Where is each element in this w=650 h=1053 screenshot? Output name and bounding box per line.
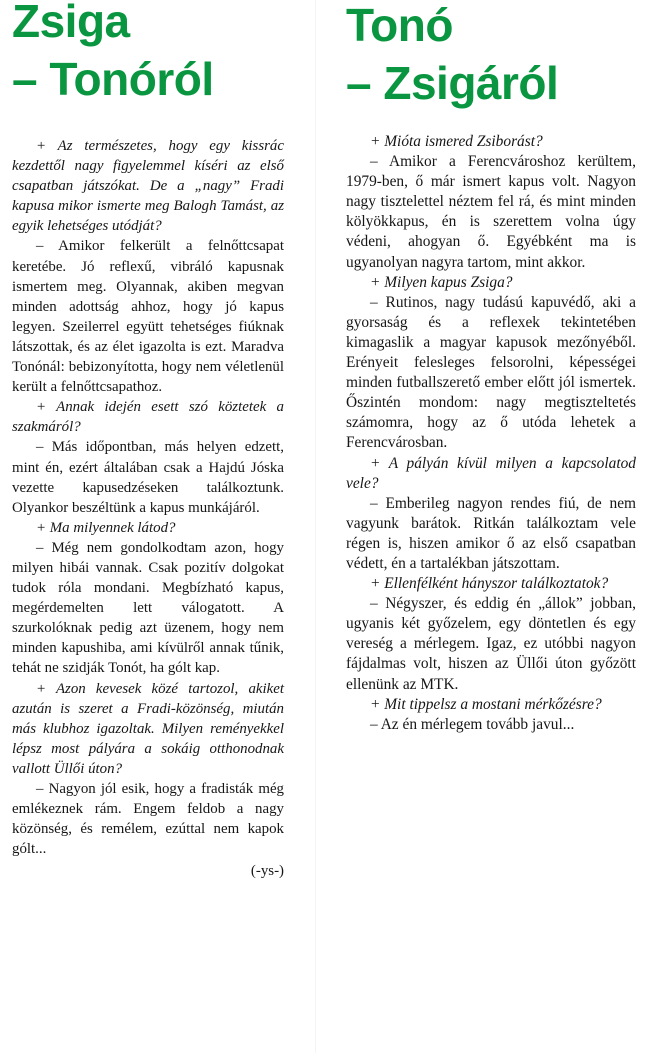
interview-answer: – Amikor felkerült a felnőttcsapat keretébe. Jó reflexű, vibráló kapusnak ismertem meg. Olyannak, akiben megvan minden adottság ahhoz, hogy jó kapus legyen. Szeilerrel együtt tehetséges fiúknak látszottak, és az élet igazolta is ezt. Maradva Tonónál: bebizonyította, hogy nem véletlenül került a felnőttcsapathoz. <box>12 238 284 396</box>
interview-question: + Mit tippelsz a mostani mérkőzésre? <box>370 695 602 713</box>
interview-question: + Mióta ismered Zsiborást? <box>370 133 543 150</box>
left-article-title <box>12 0 284 108</box>
right-article-title <box>346 0 636 112</box>
interview-answer: – Még nem gondolkodtam azon, hogy milyen hibái vannak. Csak pozitív dolgokat tudok róla mondani. Megbízható kapus, megérdemelten lett válogatott. A szurkolóknak pedig azt üzenem, hogy nem minden kapushiba, ami kívülről annak tűnik, tehát ne szidják Tonót, ha gólt kap. <box>12 539 284 677</box>
author-signature: (-ys-) <box>250 863 284 880</box>
right-article <box>346 0 636 735</box>
right-title-line1: Tonó <box>346 0 453 51</box>
left-article <box>12 0 284 881</box>
interview-question: + Milyen kapus Zsiga? <box>370 273 513 291</box>
interview-question: + Ellenfélként hányszor találkoztatok? <box>370 575 609 593</box>
interview-answer: – Négyszer, és eddig én „állok” jobban, ugyanis két győzelem, egy döntetlen és egy vereség a mérlegem. Igaz, ez utóbbi nagyon fájdalmas volt, hiszen az Üllői úton győzött ellenünk az MTK. <box>346 595 636 693</box>
interview-question: + A pályán kívül milyen a kapcsolatod vele? <box>346 454 636 492</box>
left-title-line1: Zsiga <box>12 0 130 47</box>
interview-question: + Azon kevesek közé tartozol, akiket azután is szeret a Fradi-közönség, miután más klubhoz igazoltak. Milyen reményekkel lépsz most pályára a sokáig otthonodnak vallott Üllői úton? <box>12 680 284 777</box>
interview-answer: – Rutinos, nagy tudású kapuvédő, aki a gyorsaság és a reflexek tekintetében kimagaslik a magyar kapusok mezőnyéből. Erényeit felesleges felsorolni, képességei minden futballszerető ember előtt jól ismertek. Őszintén mondom: nagy megtiszteltetés számomra, hogy az ő utóda lehetek a Ferencvárosban. <box>346 293 636 452</box>
left-article-body <box>12 136 284 881</box>
interview-answer: – Az én mérlegem tovább javul... <box>370 715 575 733</box>
interview-question: + Annak idején esett szó köztetek a szakmáról? <box>12 399 284 436</box>
interview-question: + Ma milyennek látod? <box>36 519 176 536</box>
right-title-line2: – Zsigáról <box>346 57 559 109</box>
interview-answer: – Amikor a Ferencvároshoz kerültem, 1979-ben, ő már ismert kapus volt. Nagyon nagy tisztelettel néztem fel rá, és mint minden kölyökkapus, én is szerettem volna úgy védeni, ahogyan ő. Egyébként ma is ugyanolyan nagyra tartom, mint akkor. <box>346 153 636 271</box>
interview-answer: – Emberileg nagyon rendes fiú, de nem vagyunk barátok. Ritkán találkoztam vele régen is, hiszen amikor ő az első csapatban védett, én a tartalékban játszottam. <box>346 494 636 572</box>
interview-question: + Az természetes, hogy egy kissrác kezdettől nagy figyelemmel kíséri az első csapatban játszókat. De a „nagy” Fradi kapusa mikor ismerte meg Balogh Tamást, az egyik lehetséges utódját? <box>12 138 284 235</box>
interview-answer: – Nagyon jól esik, hogy a fradisták még emlékeznek rám. Engem feldob a nagy közönség, és remélem, ezúttal nem kapok gólt... <box>12 781 284 858</box>
right-article-body <box>346 132 636 735</box>
column-divider <box>315 0 316 1053</box>
left-title-line2: – Tonóról <box>12 53 214 105</box>
interview-answer: – Más időpontban, más helyen edzett, mint én, ezért általában csak a Hajdú Jóska vezette kapusedzéseken találkoztunk. Olyankor beszéltünk a kapus munkájáról. <box>12 439 284 516</box>
